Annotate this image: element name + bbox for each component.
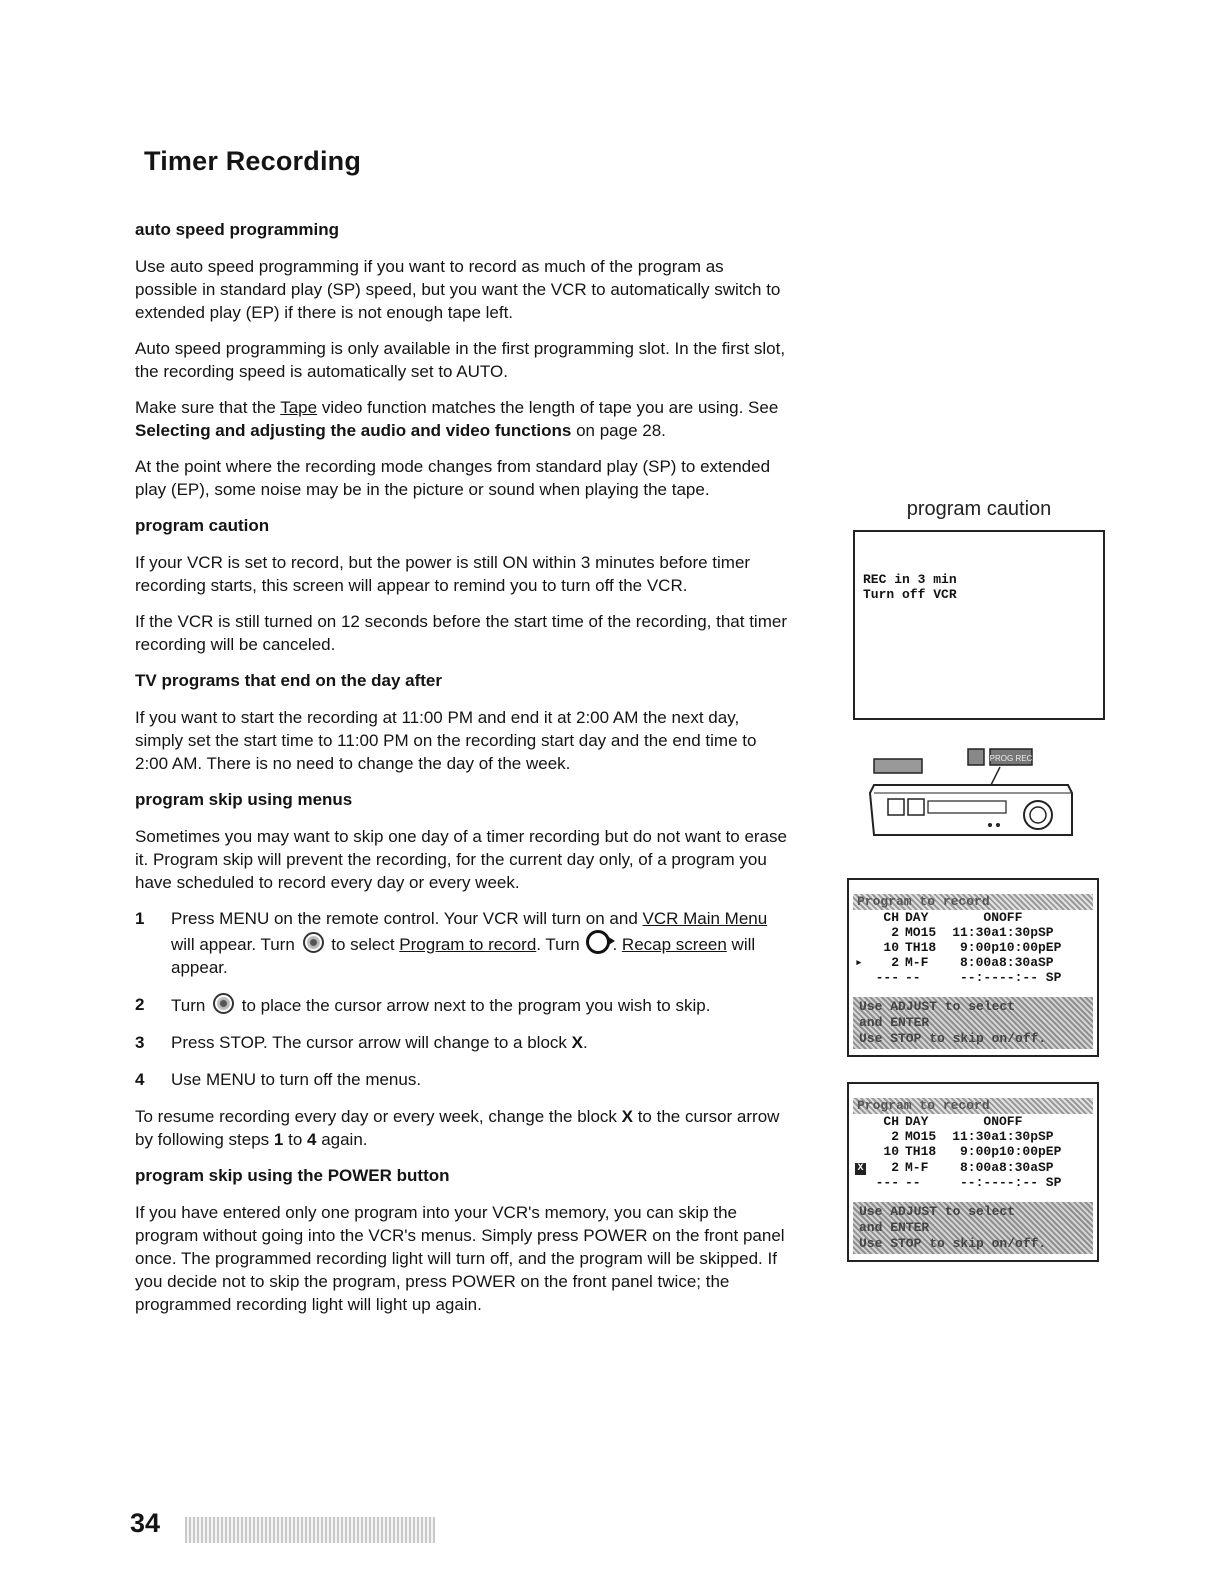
auto-speed-p2: Auto speed programming is only available in the first programming slot. In the first slot, the recording speed is automatically set to AUTO. xyxy=(135,339,786,381)
table-header: CH DAY ON OFF xyxy=(883,910,1023,925)
auto-speed-p3: Make sure that the Tape video function matches the length of tape you are using. See Selecting and adjusting the audio and video functions on page 28. xyxy=(135,398,779,440)
osd-help: Use ADJUST to select and ENTER Use STOP to skip on/off. xyxy=(853,1202,1093,1254)
step-2: 2 Turn to place the cursor arrow next to the program you wish to skip. xyxy=(135,995,711,1015)
step-4: 4 Use MENU to turn off the menus. xyxy=(135,1070,422,1089)
auto-speed-p4: At the point where the recording mode changes from standard play (SP) to extended play (EP), some noise may be in the picture or sound when playing the tape. xyxy=(135,457,771,499)
heading-skip-menus: program skip using menus xyxy=(135,790,353,809)
table-row-skipped: X 2 M-F 8:00a 8:30aSP xyxy=(855,1159,1087,1175)
program-caution-p2: If the VCR is still turned on 12 seconds before the start time of the recording, that timer recording will be canceled. xyxy=(135,612,787,654)
recap-screen-link: Recap screen xyxy=(621,935,727,954)
table-header: CH DAY ON OFF xyxy=(883,1114,1023,1129)
tv-programs-p1: If you want to start the recording at 11:00 PM and end it at 2:00 AM the next day, simply set the start time to 11:00 PM on the recording start day and the end time to 2:00 AM. There is no need to change the day of the week. xyxy=(135,708,757,773)
heading-tv-programs: TV programs that end on the day after xyxy=(135,671,442,690)
program-table xyxy=(855,910,1087,985)
skip-menus-intro: Sometimes you may want to skip one day of a timer recording but do not want to erase it. Program skip will prevent the recording, for the current day only, of a program you have scheduled to record every day or every week. xyxy=(135,827,788,892)
recap-screen-arrow xyxy=(847,878,1099,1057)
page-title: Timer Recording xyxy=(144,146,362,176)
heading-skip-power: program skip using the POWER button xyxy=(135,1166,450,1185)
vcr-main-menu-link: VCR Main Menu xyxy=(642,909,768,928)
auto-speed-p1: Use auto speed programming if you want to record as much of the program as possible in standard play (SP) speed, but you want the VCR to automatically switch to extended play (EP) if there is not enough tape left. xyxy=(135,257,781,322)
table-row-selected: ▸ 2 M-F 8:00a 8:30aSP xyxy=(855,955,1054,970)
step-1: 1 Press MENU on the remote control. Your VCR will turn on and VCR Main Menu will appear. Turn to select Program to record. Turn . Recap screen will appear. xyxy=(135,909,768,977)
cross-reference: Selecting and adjusting the audio and video functions xyxy=(135,421,572,440)
prog-rec-label: PROG REC xyxy=(989,754,1033,763)
step-3: 3 Press STOP. The cursor arrow will change to a block X. xyxy=(135,1033,588,1052)
skip-power-p1: If you have entered only one program into your VCR's memory, you can skip the program without going into the VCR's menus. Simply press POWER on the front panel once. The programmed recording light will turn off, and the program will be skipped. If you decide not to skip the program, press POWER on the front panel twice; the programmed recording light will light up again. xyxy=(135,1203,785,1314)
footer-decoration xyxy=(185,1517,435,1543)
enter-dial-icon xyxy=(586,930,610,954)
heading-auto-speed: auto speed programming xyxy=(135,220,340,239)
osd-title: Program to record xyxy=(853,894,1093,910)
tape-link: Tape xyxy=(280,398,318,417)
caution-screen xyxy=(853,530,1105,720)
program-table xyxy=(855,1114,1087,1190)
skip-steps-list xyxy=(135,907,790,1091)
screen-line-2: Turn off VCR xyxy=(863,587,957,602)
table-row: 10 TH18 9:00p 10:00pEP xyxy=(883,1144,1062,1159)
table-row: 10 TH18 9:00p 10:00pEP xyxy=(883,940,1062,955)
cursor-arrow-icon: ▸ xyxy=(855,955,863,970)
osd-help: Use ADJUST to select and ENTER Use STOP to skip on/off. xyxy=(853,997,1093,1049)
table-row: 2 MO15 11:30a 1:30pSP xyxy=(891,1129,1054,1144)
caution-caption: program caution xyxy=(906,498,1052,520)
heading-program-caution: program caution xyxy=(135,516,270,535)
program-caution-p1: If your VCR is set to record, but the power is still ON within 3 minutes before timer recording starts, this screen will appear to remind you to turn off the VCR. xyxy=(135,553,751,595)
adjust-knob-icon xyxy=(303,932,324,953)
page-number: 34 xyxy=(130,1508,161,1538)
power-button-icon xyxy=(874,759,922,773)
resume-instructions: To resume recording every day or every week, change the block X to the cursor arrow by following steps 1 to 4 again. xyxy=(135,1107,780,1149)
screen-line-1: REC in 3 min xyxy=(863,572,957,587)
table-row: --- -- --:-- --:-- SP xyxy=(875,970,1062,985)
recap-screen-skip xyxy=(847,1082,1099,1262)
table-row: 2 MO15 11:30a 1:30pSP xyxy=(891,925,1054,940)
adjust-knob-icon xyxy=(213,993,234,1014)
table-row: --- -- --:-- --:-- SP xyxy=(875,1175,1062,1190)
vcr-front-panel-illustration xyxy=(868,745,1078,845)
program-to-record-link: Program to record xyxy=(399,935,537,954)
block-x-icon: X xyxy=(855,1163,866,1175)
power-light-icon xyxy=(968,749,984,765)
main-content xyxy=(135,218,790,1329)
osd-title: Program to record xyxy=(853,1098,1093,1114)
